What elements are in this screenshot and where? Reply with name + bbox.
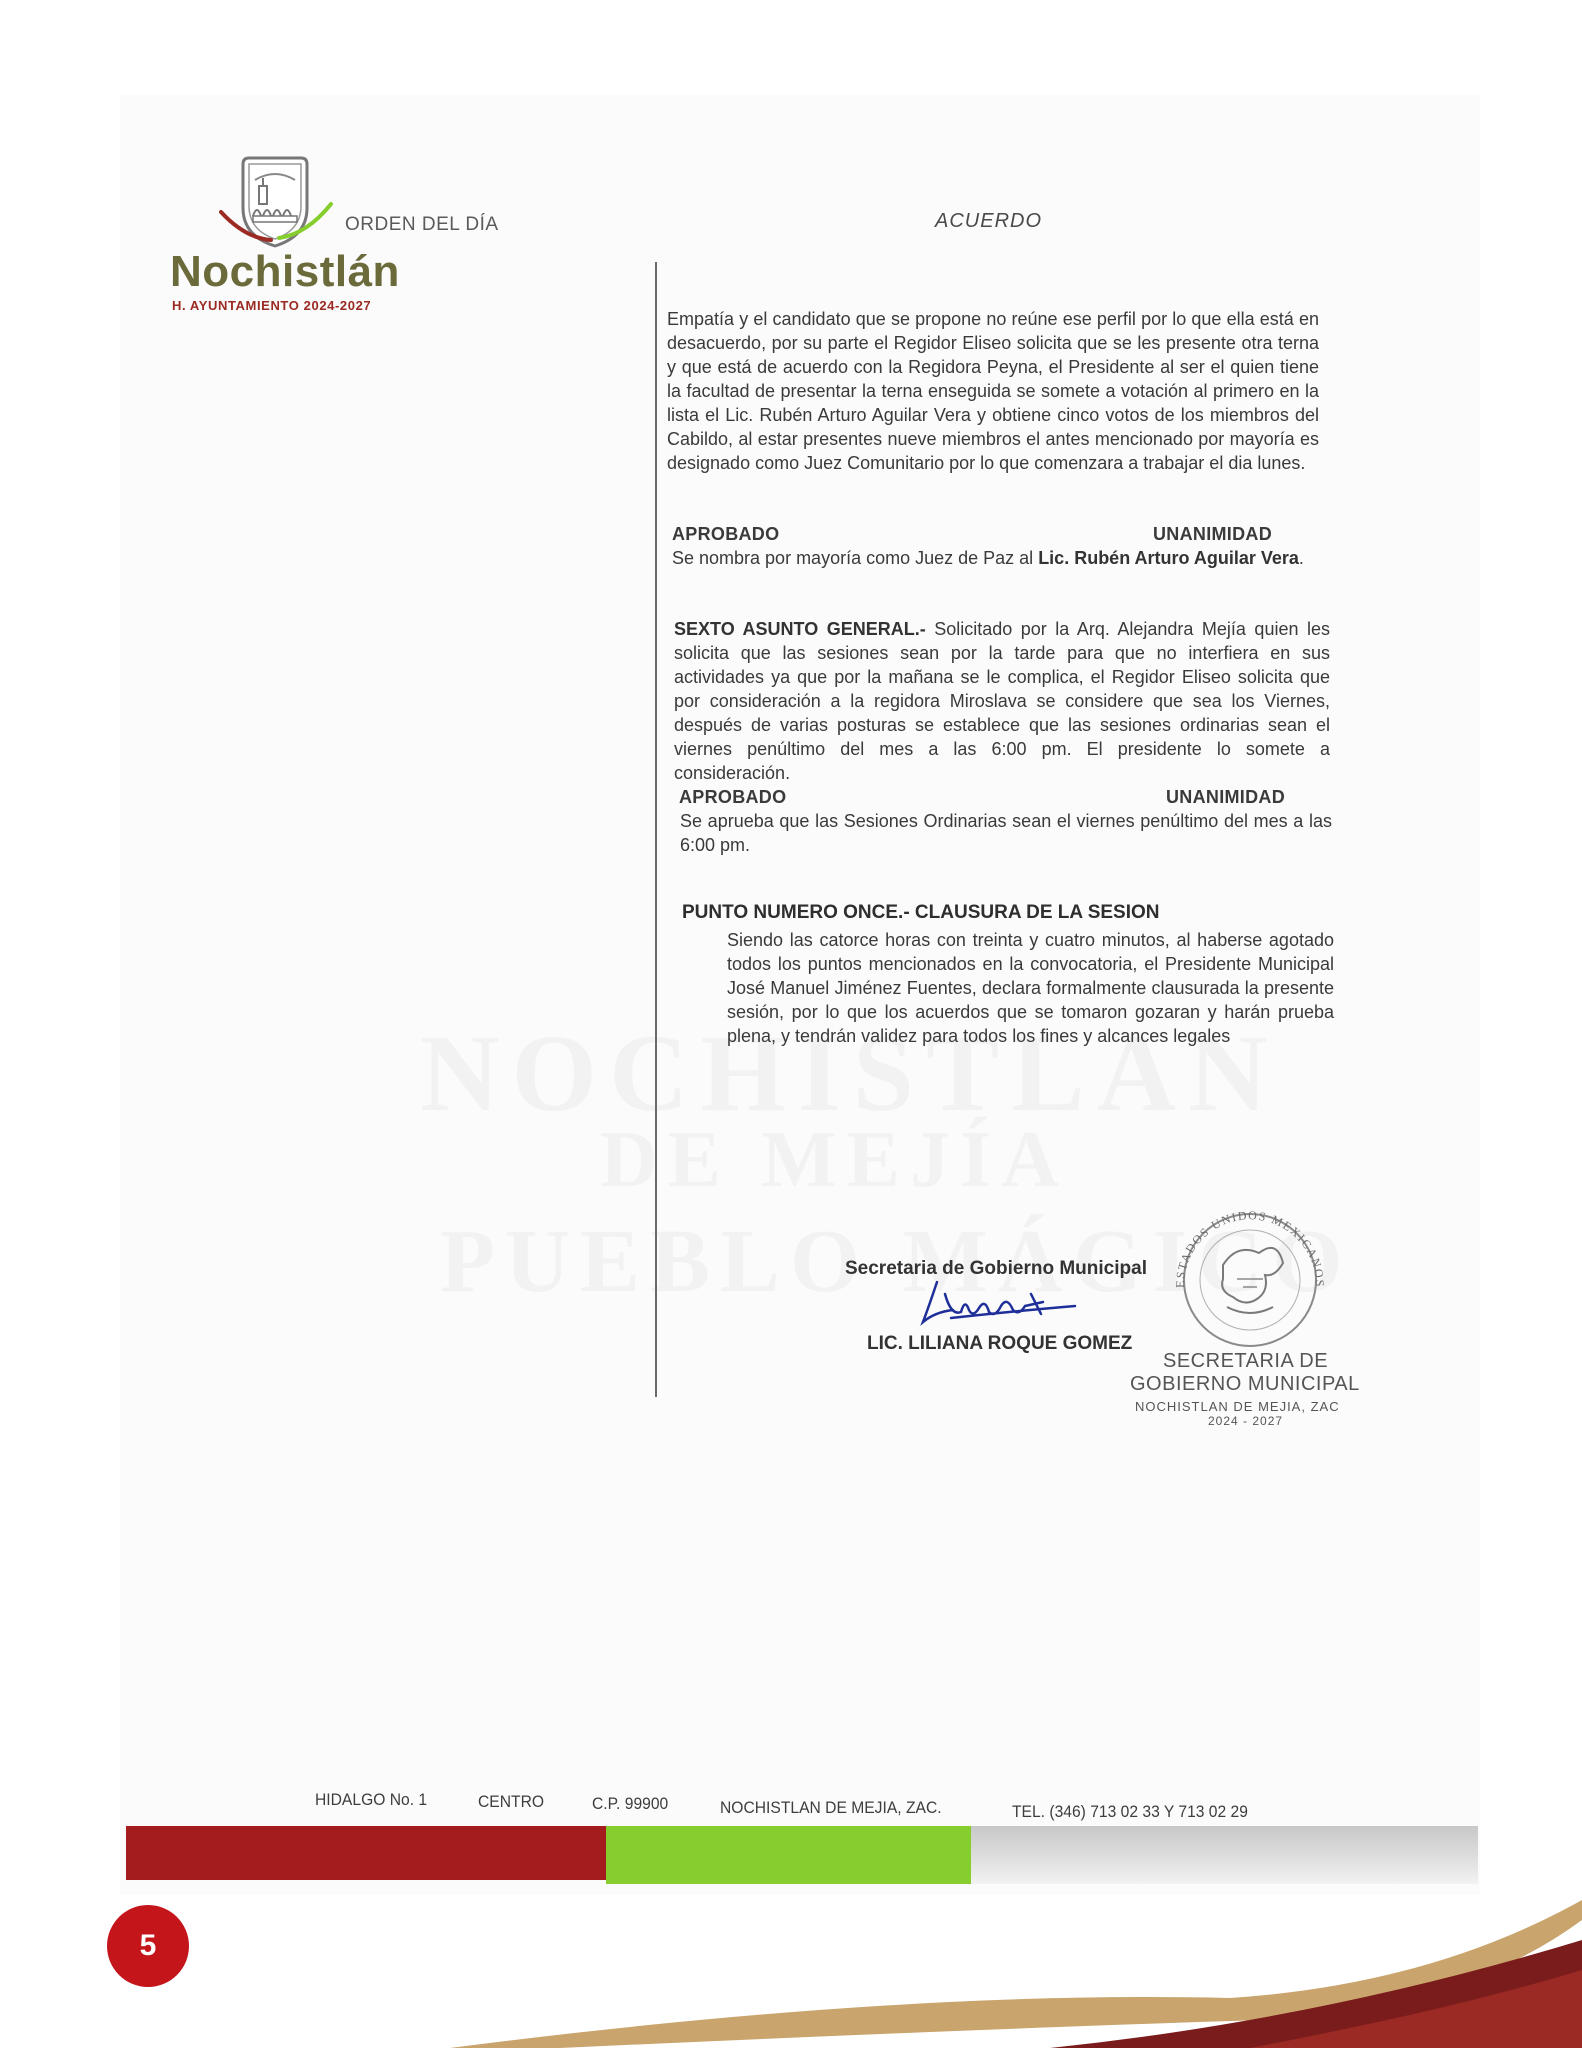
footer-street: HIDALGO No. 1 <box>315 1790 428 1809</box>
seal-ring-text: ESTADOS UNIDOS MEXICANOS <box>1172 1208 1328 1289</box>
unanimity-label: UNANIMIDAD <box>1166 787 1285 807</box>
juez-name: Lic. Rubén Arturo Aguilar Vera <box>1038 548 1299 568</box>
vote-result-row-2 <box>679 785 1285 809</box>
stamp-office-line-2: GOBIERNO MUNICIPAL <box>1130 1373 1360 1395</box>
approved-label: APROBADO <box>679 787 787 807</box>
svg-text:ESTADOS UNIDOS MEXICANOS <box>1173 1208 1327 1288</box>
column-divider <box>655 262 657 1397</box>
page-title: ACUERDO <box>935 210 1043 232</box>
paragraph-sesiones-ordinarias: Se aprueba que las Sesiones Ordinarias sean el viernes penúltimo del mes a las 6:00 pm. <box>680 811 1332 855</box>
logo-municipality-name: Nochistlán <box>170 247 400 296</box>
stamp-office-line-1: SECRETARIA DE <box>1163 1350 1329 1372</box>
approved-label: APROBADO <box>672 524 780 544</box>
paragraph-clausura: Siendo las catorce horas con treinta y cuatro minutos, al haberse agotado todos los puntos mencionados en la convocatoria, el Presidente Municipal José Manuel Jiménez Fuentes, declara formalmente clausurada la presente sesión, por lo que los acuerdos que se tomaron gozaran y harán prueba plena, y tendrán validez para todos los fines y alcances legales <box>727 930 1334 1046</box>
footer-telephone: TEL. (346) 713 02 33 Y 713 02 29 <box>1012 1802 1248 1821</box>
juez-end: . <box>1298 548 1304 568</box>
municipal-emblem-icon <box>215 150 335 260</box>
paragraph-empatia: Empatía y el candidato que se propone no reúne ese perfil por lo que ella está en desacuerdo, por su parte el Regidor Eliseo solicita que se les presente otra terna y que está de acuerdo con la Regidora Peyna, el Presidente al ser el quien tiene la facultad de presentar la terna enseguida se somete a votación al primero en la lista el Lic. Rubén Arturo Aguilar Vera y obtiene cinco votos de los miembros del Cabildo, al estar presentes nueve miembros el antes mencionado por mayoría es designado como Juez Comunitario por lo que comenzara a trabajar el dia lunes. <box>667 309 1319 473</box>
watermark-line-2 <box>600 1115 1069 1206</box>
band-red-segment <box>126 1826 606 1880</box>
vote-result-row-1 <box>672 522 1272 546</box>
sexto-heading: SEXTO ASUNTO GENERAL.- <box>674 619 926 639</box>
signature-title: Secretaria de Gobierno Municipal <box>845 1258 1147 1279</box>
band-green-segment <box>606 1826 971 1884</box>
section-heading-clausura: PUNTO NUMERO ONCE.- CLAUSURA DE LA SESION <box>682 902 1160 923</box>
official-seal-icon <box>1165 1195 1335 1350</box>
footer-district: CENTRO <box>478 1792 545 1811</box>
stamp-period: 2024 - 2027 <box>1208 1414 1284 1428</box>
signatory-name: LIC. LILIANA ROQUE GOMEZ <box>867 1333 1133 1354</box>
footer-city: NOCHISTLAN DE MEJIA, ZAC. <box>720 1798 942 1817</box>
logo-council-period: H. AYUNTAMIENTO 2024-2027 <box>172 298 372 313</box>
logo-section-label: ORDEN DEL DÍA <box>345 214 499 235</box>
footer-postal-code: C.P. 99900 <box>592 1794 669 1813</box>
sexto-text: Solicitado por la Arq. Alejandra Mejía quien les solicita que las sesiones sean por la tarde para que no interfiera en sus actividades ya que por la mañana se le complica, el Regidor Eliseo solicita que por consideración a la regidora Miroslava se considere que sea los Viernes, después de varias posturas se establece que las sesiones ordinarias sean el viernes penúltimo del mes a las 6:00 pm. El presidente lo somete a consideración. <box>674 619 1330 783</box>
footer-color-band <box>126 1826 1478 1884</box>
page-number-badge: 5 <box>107 1905 189 1987</box>
paragraph-juez-de-paz <box>672 546 1328 570</box>
unanimity-label: UNANIMIDAD <box>1153 524 1272 544</box>
decorative-wave-icon <box>0 1880 1582 2048</box>
paragraph-sexto-asunto <box>674 617 1330 785</box>
stamp-location: NOCHISTLAN DE MEJIA, ZAC <box>1135 1399 1340 1414</box>
band-grey-segment <box>971 1826 1478 1884</box>
juez-text: Se nombra por mayoría como Juez de Paz al <box>672 548 1039 568</box>
handwritten-signature-icon <box>915 1272 1085 1332</box>
